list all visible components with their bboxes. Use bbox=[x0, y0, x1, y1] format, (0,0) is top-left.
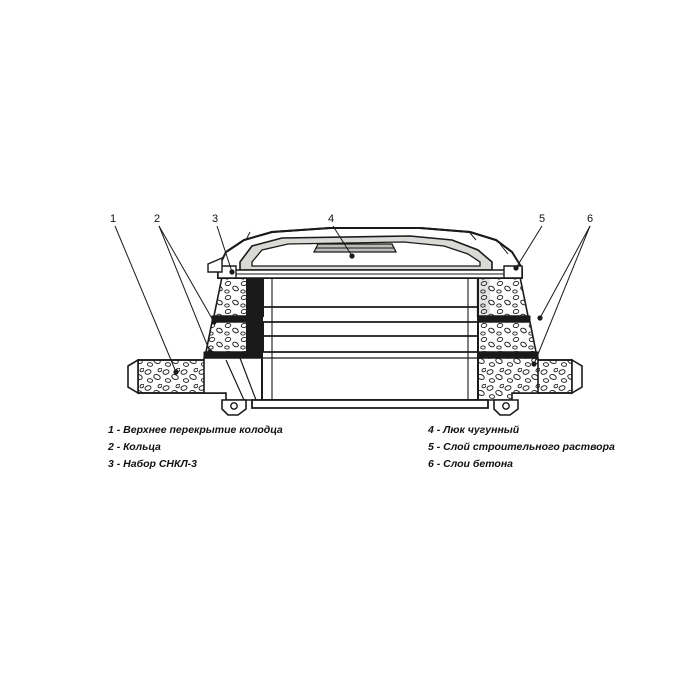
legend-item-3: 3 - Набор СНКЛ-3 bbox=[108, 458, 198, 470]
legend-item-4: 4 - Люк чугунный bbox=[428, 424, 520, 436]
callout-number-2: 2 bbox=[154, 213, 161, 225]
manhole-shaft-body bbox=[222, 277, 518, 415]
callout-number-4: 4 bbox=[328, 213, 335, 225]
legend-item-1: 1 - Верхнее перекрытие колодца bbox=[108, 424, 283, 436]
legend-item-2: 2 - Кольца bbox=[108, 441, 161, 453]
legend-column-left bbox=[108, 424, 283, 475]
callout-number-1: 1 bbox=[110, 213, 117, 225]
callout-number-5: 5 bbox=[539, 213, 546, 225]
callout-number-3: 3 bbox=[212, 213, 219, 225]
legend-column-right bbox=[428, 424, 615, 475]
callout-number-6: 6 bbox=[587, 213, 594, 225]
cast-iron-hatch bbox=[208, 228, 522, 278]
legend-item-6: 6 - Слои бетона bbox=[428, 458, 514, 470]
legend-item-5: 5 - Слой строительного раствора bbox=[428, 441, 615, 453]
